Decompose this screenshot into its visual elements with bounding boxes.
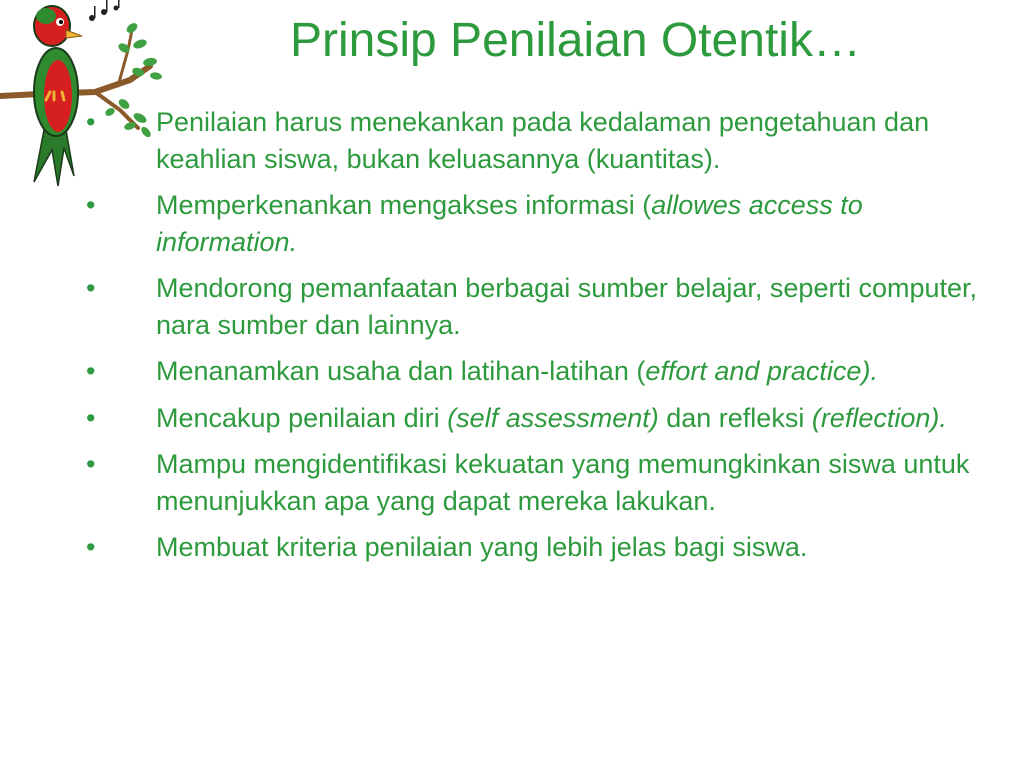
bullet-text: Menanamkan usaha dan latihan-latihan ( bbox=[156, 356, 646, 386]
bullet-dot: • bbox=[86, 190, 96, 220]
bullet-text: Penilaian harus menekankan pada kedalaman pengetahuan dan keahlian siswa, bukan keluasannya (kuantitas). bbox=[156, 107, 930, 174]
bullet-text-italic: effort and practice). bbox=[645, 356, 878, 386]
bullet-text: Mencakup penilaian diri bbox=[156, 402, 448, 433]
bullet-dot: • bbox=[86, 273, 96, 303]
bullet-dot: • bbox=[86, 449, 96, 479]
bullet-list bbox=[86, 104, 1006, 576]
bullet-dot: • bbox=[86, 532, 96, 562]
bullet-item bbox=[86, 353, 1006, 390]
bullet-text: Mendorong pemanfaatan berbagai sumber belajar, seperti computer, nara sumber dan lainnya. bbox=[156, 273, 978, 340]
bullet-text: Memperkenankan mengakses informasi ( bbox=[156, 190, 652, 220]
bullet-item bbox=[86, 400, 1006, 437]
slide-title: Prinsip Penilaian Otentik… bbox=[290, 14, 861, 67]
bullet-text-italic: (reflection). bbox=[811, 402, 947, 433]
bullet-item bbox=[86, 104, 1006, 177]
bullet-dot: • bbox=[86, 107, 96, 137]
bullet-text: Membuat kriteria penilaian yang lebih jelas bagi siswa. bbox=[156, 532, 808, 562]
bullet-dot: • bbox=[86, 356, 96, 386]
bullet-dot: • bbox=[86, 402, 96, 433]
bullet-item bbox=[86, 446, 1006, 519]
bullet-text: dan refleksi bbox=[658, 402, 812, 433]
bullet-text-italic: (self assessment) bbox=[447, 402, 659, 433]
bullet-text: Mampu mengidentifikasi kekuatan yang memungkinkan siswa untuk menunjukkan apa yang dapat mereka lakukan. bbox=[156, 449, 970, 516]
bullet-item bbox=[86, 187, 1006, 260]
bullet-item bbox=[86, 529, 1006, 566]
bullet-item bbox=[86, 270, 1006, 343]
bullet-text-italic: allowes access to information. bbox=[156, 190, 863, 257]
